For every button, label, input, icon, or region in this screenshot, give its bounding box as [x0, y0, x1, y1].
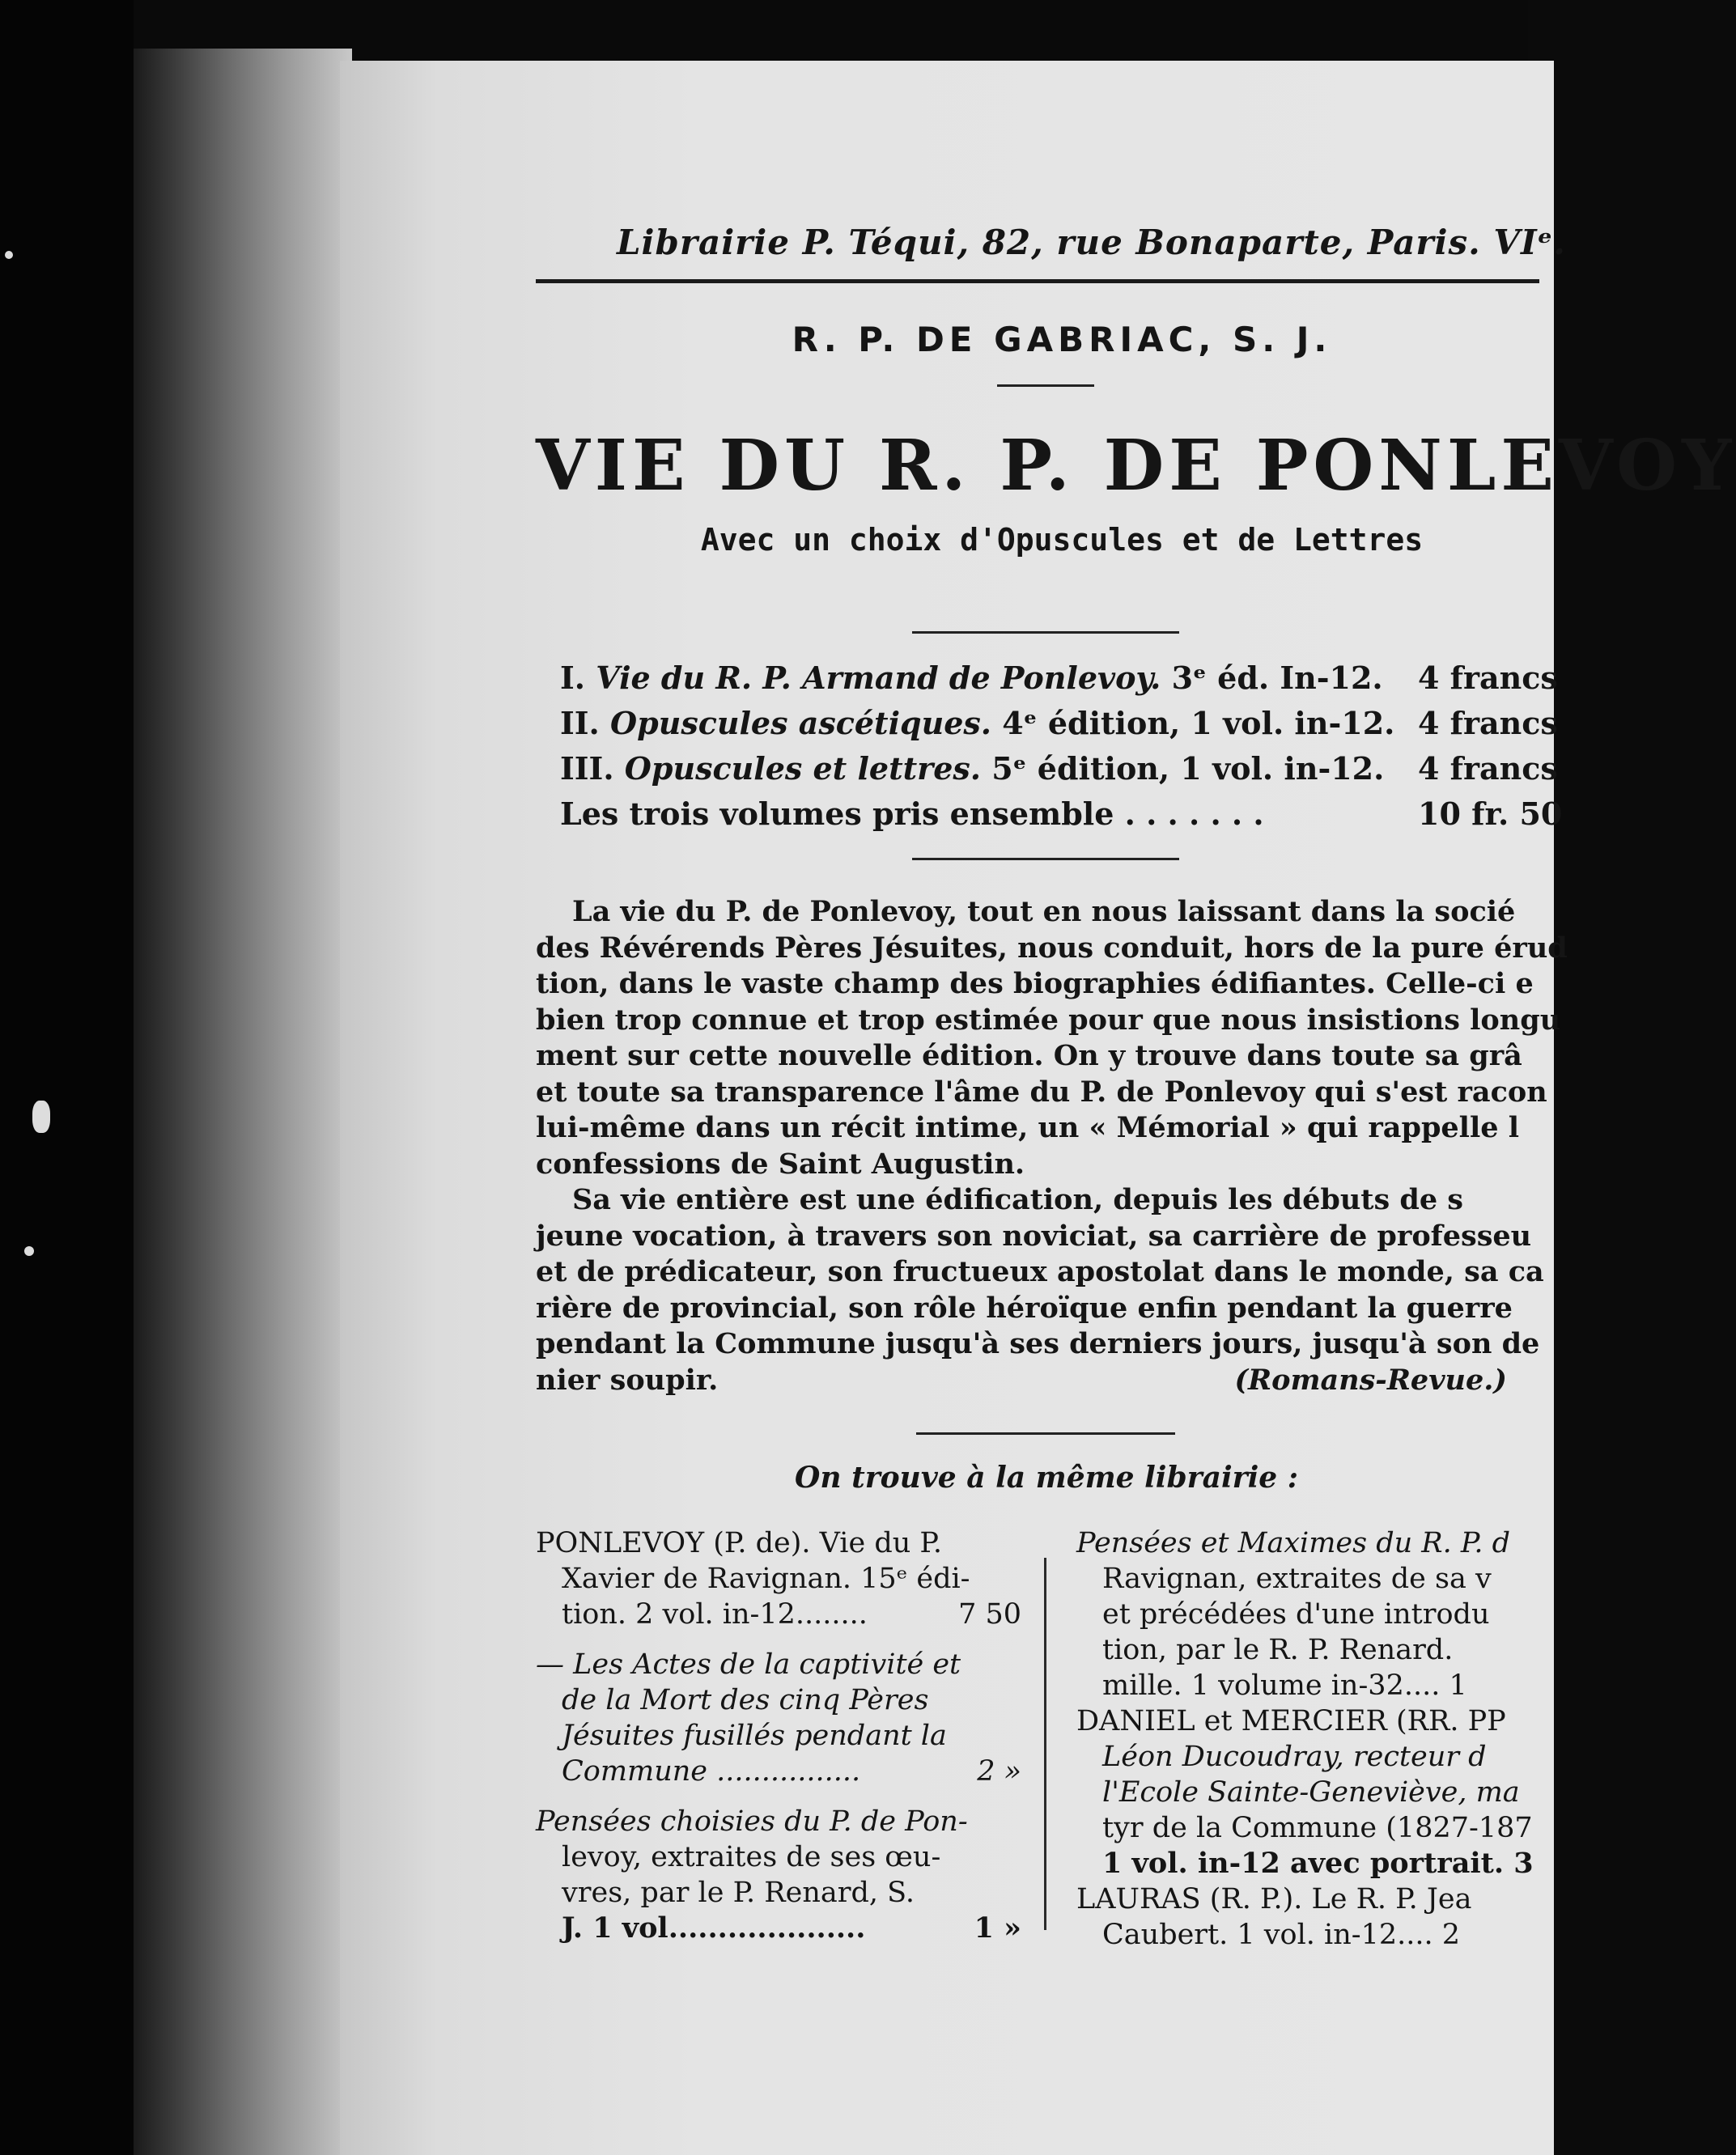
publisher-header: Librairie P. Téqui, 82, rue Bonaparte, Paris. VIᵉ.: [617, 223, 1566, 262]
divider: [916, 1432, 1175, 1435]
volume-item: III. Opuscules et lettres. 5ᵉ édition, 1 vol. in-12. 4 francs: [560, 750, 1558, 787]
review-source: (Romans-Revue.): [1234, 1363, 1507, 1397]
book-subtitle: Avec un choix d'Opuscules et de Lettres: [700, 522, 1424, 558]
section-heading: On trouve à la même librairie :: [795, 1461, 1298, 1495]
catalog-entry: PONLEVOY (P. de). Vie du P. Xavier de Ravignan. 15ᵉ édi- tion. 2 vol. in-12........ 7 50: [536, 1527, 1021, 1631]
entry-price: 2 »: [977, 1755, 1021, 1788]
catalog-entry: — Les Actes de la captivité et de la Mort des cinq Pères Jésuites fusillés pendant la Commune ................ 2 »: [536, 1648, 1021, 1788]
header-rule: [536, 279, 1539, 283]
volume-set-item: Les trois volumes pris ensemble . . . . . . . 10 fr. 50: [560, 795, 1563, 832]
dust-speck: [5, 251, 13, 259]
catalog-entry: Pensées choisies du P. de Pon- levoy, extraites de ses œu- vres, par le P. Renard, S. J. 1 vol.................... 1 »: [536, 1805, 1021, 1945]
entry-price: 1 »: [974, 1911, 1021, 1945]
volume-price: 4 francs: [1418, 660, 1558, 696]
film-border: [0, 0, 134, 2155]
catalog-entry: LAURAS (R. P.). Le R. P. Jea Caubert. 1 vol. in-12.... 2: [1076, 1883, 1472, 1951]
left-column: [536, 1525, 1021, 1961]
author-name: R. P. DE GABRIAC, S. J.: [792, 320, 1332, 359]
dust-speck: [32, 1101, 50, 1133]
catalog-entry: DANIEL et MERCIER (RR. PP Léon Ducoudray, recteur d l'Ecole Sainte-Geneviève, ma tyr de la Commune (1827-187 1 vol. in-12 avec portrait. 3: [1076, 1705, 1534, 1880]
right-column: [1076, 1525, 1562, 1967]
column-divider: [1044, 1558, 1046, 1930]
volume-price: 4 francs: [1418, 705, 1558, 741]
book-spine: [134, 49, 352, 2155]
volume-price: 10 fr. 50: [1418, 795, 1563, 832]
dust-speck: [24, 1246, 34, 1256]
entry-price: 7 50: [958, 1598, 1021, 1631]
book-title: VIE DU R. P. DE PONLEVOY: [536, 425, 1736, 507]
volume-item: I. Vie du R. P. Armand de Ponlevoy. 3ᵉ éd. In-12. 4 francs: [560, 660, 1558, 696]
volume-list: [560, 660, 1572, 841]
divider: [997, 384, 1094, 387]
volume-price: 4 francs: [1418, 750, 1558, 787]
catalog-entry: Pensées et Maximes du R. P. d Ravignan, extraites de sa v et précédées d'une introdu tion, par le R. P. Renard. mille. 1 volume in-32.... 1: [1076, 1527, 1511, 1702]
volume-item: II. Opuscules ascétiques. 4ᵉ édition, 1 vol. in-12. 4 francs: [560, 705, 1558, 741]
review-text: La vie du P. de Ponlevoy, tout en nous laissant dans la socié des Révérends Pères Jésuites, nous conduit, hors de la pure érud tion, dans le vaste champ des biographies édifiantes. Celle-ci e bien trop connue et trop estimée pour que nous insistions longu ment sur cette nouvelle édition. On y trouve dans toute sa grâ et toute sa transparence l'âme du P. de Ponlevoy qui s'est racon lui-même dans un récit intime, un « Mémorial » qui rappelle l confessions de Saint Augustin. Sa vie entière est une édification, depuis les débuts de s jeune vocation, à travers son noviciat, sa carrière de professeu et de prédicateur, son fructueux apostolat dans le monde, sa ca rière de provincial, son rôle héroïque enfin pendant la guerre pendant la Commune jusqu'à ses derniers jours, jusqu'à son de nier soupir. (Romans-Revue.): [536, 894, 1588, 1398]
divider: [912, 858, 1179, 860]
divider: [912, 631, 1179, 634]
